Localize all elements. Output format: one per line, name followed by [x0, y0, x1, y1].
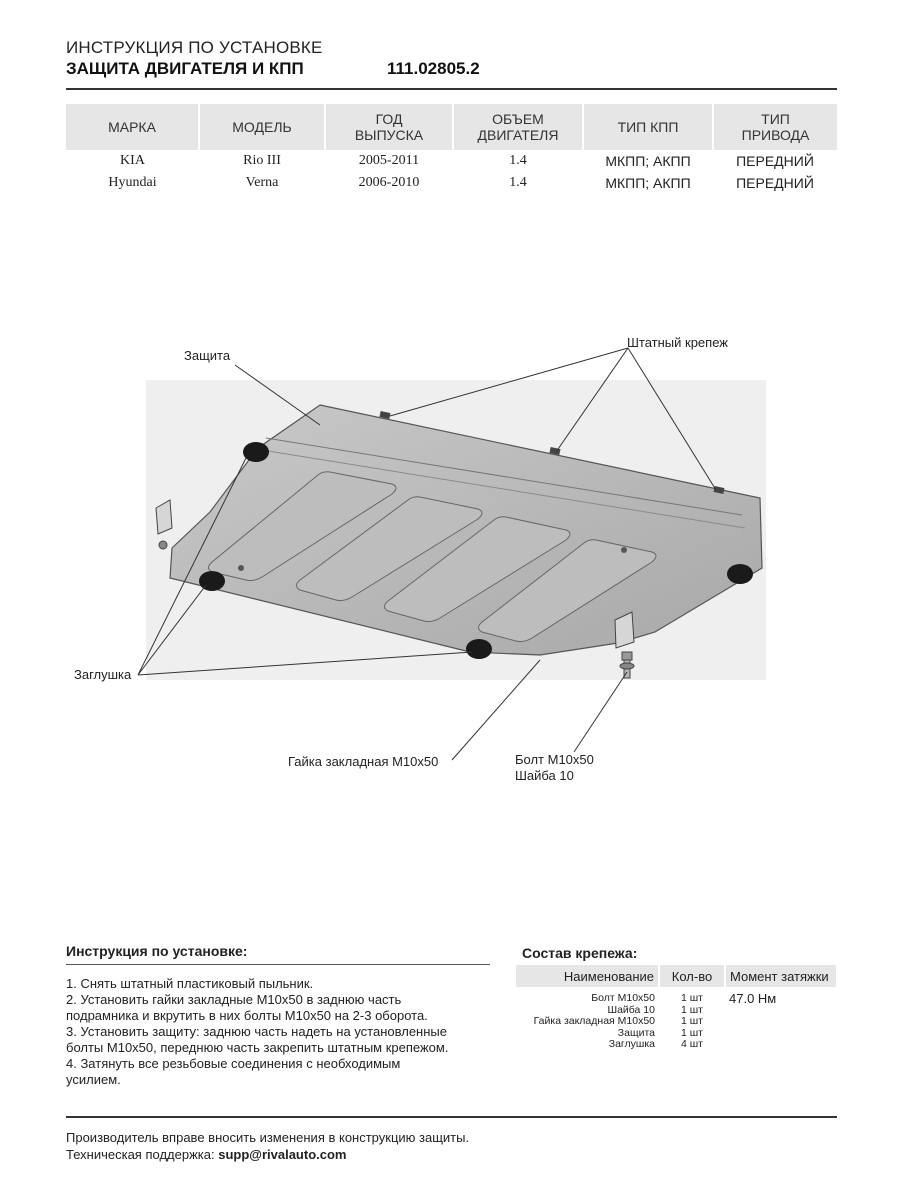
label-shield: Защита: [184, 348, 231, 363]
label-washer: Шайба 10: [515, 768, 574, 783]
support-label: Техническая поддержка:: [66, 1147, 215, 1162]
kit-col-qty: Кол-во: [659, 965, 725, 987]
list-item: 2. Установить гайки закладные М10х50 в заднюю часть: [66, 992, 402, 1007]
installation-diagram: [0, 300, 900, 820]
label-standard-fasteners: Штатный крепеж: [627, 335, 728, 350]
label-plug: Заглушка: [74, 667, 132, 682]
instructions-title: Инструкция по установке:: [66, 943, 248, 959]
kit-col-name: Наименование: [516, 965, 659, 987]
spec-col-engine: ОБЪЕМ ДВИГАТЕЛЯ: [453, 104, 583, 150]
spec-gearbox: МКПП; АКПП: [605, 153, 691, 169]
instructions-list: [66, 976, 506, 1088]
article-number: 111.02805.2: [387, 59, 480, 78]
kit-col-torque: Момент затяжки: [725, 965, 836, 987]
instructions-divider: [66, 964, 490, 965]
kit-table: [516, 965, 836, 1051]
label-bolt: Болт М10х50: [515, 752, 594, 767]
spec-col-year: ГОД ВЫПУСКА: [325, 104, 453, 150]
spec-drive: ПЕРЕДНИЙ: [736, 175, 814, 191]
header-divider: [66, 88, 837, 90]
table-row: [516, 987, 836, 1005]
kit-item-torque: 47.0 Нм: [729, 991, 777, 1006]
table-row: [66, 172, 837, 194]
kit-item-name: Шайба 10: [607, 1003, 655, 1016]
spec-engine: 1.4: [509, 153, 527, 168]
document-title: ИНСТРУКЦИЯ ПО УСТАНОВКЕ: [66, 38, 323, 57]
kit-item-name: Гайка закладная М10х50: [533, 1015, 655, 1027]
list-item: 3. Установить защиту: заднюю часть надеть на установленные: [66, 1024, 447, 1039]
spec-col-model: МОДЕЛЬ: [199, 104, 325, 150]
kit-title: Состав крепежа:: [522, 945, 638, 961]
list-item: усилием.: [66, 1072, 121, 1087]
product-title: ЗАЩИТА ДВИГАТЕЛЯ И КПП: [66, 59, 304, 78]
list-item: подрамника и вкрутить в них болты М10х50 на 2-3 оборота.: [66, 1008, 428, 1023]
spec-table-header: [66, 104, 837, 150]
spec-model: Rio III: [243, 153, 281, 168]
spec-brand: Hyundai: [108, 175, 157, 190]
kit-item-name: Болт М10х50: [591, 992, 655, 1004]
vehicle-spec-table: [66, 104, 837, 194]
kit-item-qty: 1 шт: [681, 992, 703, 1004]
list-item: болты М10х50, переднюю часть закрепить штатным крепежом.: [66, 1040, 449, 1055]
footer-support: [66, 1147, 346, 1162]
kit-item-name: Заглушка: [608, 1038, 655, 1050]
kit-table-header: [516, 965, 836, 987]
footer-notice: Производитель вправе вносить изменения в конструкцию защиты.: [66, 1130, 470, 1145]
footer-divider: [66, 1116, 837, 1118]
label-insert-nut: Гайка закладная М10х50: [288, 754, 439, 769]
list-item: 4. Затянуть все резьбовые соединения с необходимым: [66, 1056, 401, 1071]
spec-col-brand: МАРКА: [66, 104, 199, 150]
spec-model: Verna: [245, 175, 279, 190]
spec-year: 2006-2010: [358, 175, 420, 190]
kit-item-qty: 1 шт: [681, 1015, 703, 1027]
spec-gearbox: МКПП; АКПП: [605, 175, 691, 191]
kit-item-qty: 1 шт: [681, 1026, 703, 1039]
spec-engine: 1.4: [509, 175, 527, 190]
spec-year: 2005-2011: [358, 153, 420, 168]
kit-item-qty: 1 шт: [681, 1003, 703, 1016]
support-email-link[interactable]: supp@rivalauto.com: [218, 1147, 347, 1162]
kit-item-qty: 4 шт: [681, 1038, 703, 1050]
kit-item-name: Защита: [617, 1026, 655, 1039]
table-row: [66, 150, 837, 172]
spec-col-drive: ТИП ПРИВОДА: [713, 104, 837, 150]
spec-col-gearbox: ТИП КПП: [583, 104, 713, 150]
list-item: 1. Снять штатный пластиковый пыльник.: [66, 976, 314, 991]
spec-drive: ПЕРЕДНИЙ: [736, 153, 814, 169]
spec-brand: KIA: [120, 153, 145, 168]
